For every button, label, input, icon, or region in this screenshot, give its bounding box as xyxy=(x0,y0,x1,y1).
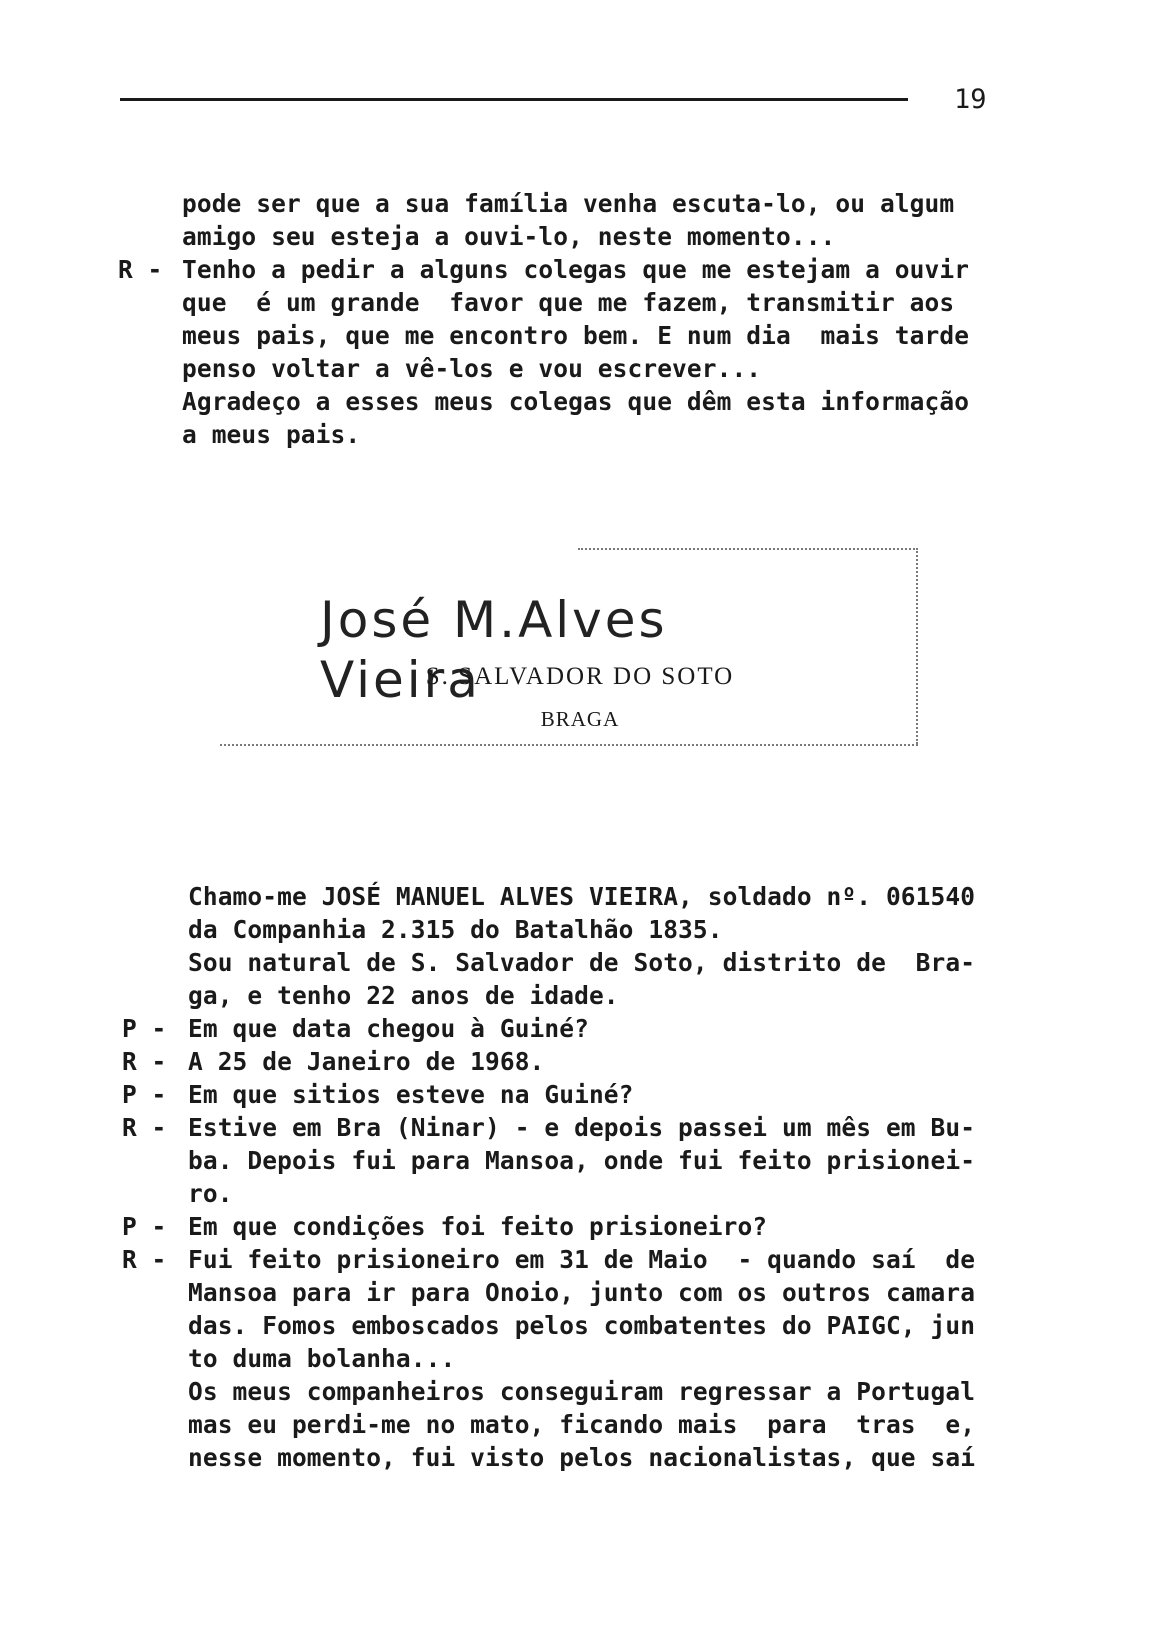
stamp-place: S. SALVADOR DO SOTO xyxy=(425,663,735,690)
text-line: Mansoa para ir para Onoio, junto com os outros camara xyxy=(188,1278,976,1307)
question-marker: P - xyxy=(122,1014,167,1043)
text-line: Estive em Bra (Ninar) - e depois passei um mês em Bu- xyxy=(188,1113,976,1142)
text-line: Tenho a pedir a alguns colegas que me estejam a ouvir xyxy=(182,255,970,284)
text-line: Chamo-me JOSÉ MANUEL ALVES VIEIRA, soldado nº. 061540 xyxy=(188,882,976,911)
question-marker: P - xyxy=(122,1080,167,1109)
text-line: Em que sitios esteve na Guiné? xyxy=(188,1080,634,1109)
text-line: Agradeço a esses meus colegas que dêm esta informação xyxy=(182,387,970,416)
question-marker: P - xyxy=(122,1212,167,1241)
stamp-border-bottom xyxy=(220,744,918,746)
stamp-name: José M.Alves Vieira xyxy=(320,591,668,709)
text-line: nesse momento, fui visto pelos nacionalistas, que saí xyxy=(188,1443,976,1472)
text-line: Em que data chegou à Guiné? xyxy=(188,1014,589,1043)
text-line: a meus pais. xyxy=(182,420,361,449)
answer-marker: R - xyxy=(122,1245,167,1274)
header-rule xyxy=(120,98,908,101)
answer-marker: R - xyxy=(118,255,163,284)
text-line: meus pais, que me encontro bem. E num dia mais tarde xyxy=(182,321,970,350)
text-line: Sou natural de S. Salvador de Soto, distrito de Bra- xyxy=(188,948,976,977)
text-line: da Companhia 2.315 do Batalhão 1835. xyxy=(188,915,723,944)
text-line: Em que condições foi feito prisioneiro? xyxy=(188,1212,768,1241)
answer-marker: R - xyxy=(122,1047,167,1076)
page-number: 19 xyxy=(954,84,987,115)
text-line: A 25 de Janeiro de 1968. xyxy=(188,1047,545,1076)
text-line: ga, e tenho 22 anos de idade. xyxy=(188,981,619,1010)
address-stamp xyxy=(220,548,918,746)
text-line: das. Fomos emboscados pelos combatentes do PAIGC, jun xyxy=(188,1311,976,1340)
answer-marker: R - xyxy=(122,1113,167,1142)
text-line: Fui feito prisioneiro em 31 de Maio - quando saí de xyxy=(188,1245,976,1274)
stamp-border-top xyxy=(578,548,918,550)
stamp-city: BRAGA xyxy=(540,707,620,731)
text-line: mas eu perdi-me no mato, ficando mais para tras e, xyxy=(188,1410,976,1439)
text-line: to duma bolanha... xyxy=(188,1344,456,1373)
text-line: que é um grande favor que me fazem, transmitir aos xyxy=(182,288,955,317)
text-line: penso voltar a vê-los e vou escrever... xyxy=(182,354,762,383)
text-line: Os meus companheiros conseguiram regressar a Portugal xyxy=(188,1377,976,1406)
text-line: ba. Depois fui para Mansoa, onde fui feito prisionei- xyxy=(188,1146,976,1175)
text-line: pode ser que a sua família venha escuta-lo, ou algum xyxy=(182,189,955,218)
text-line: amigo seu esteja a ouvi-lo, neste momento... xyxy=(182,222,836,251)
text-line: ro. xyxy=(188,1179,233,1208)
